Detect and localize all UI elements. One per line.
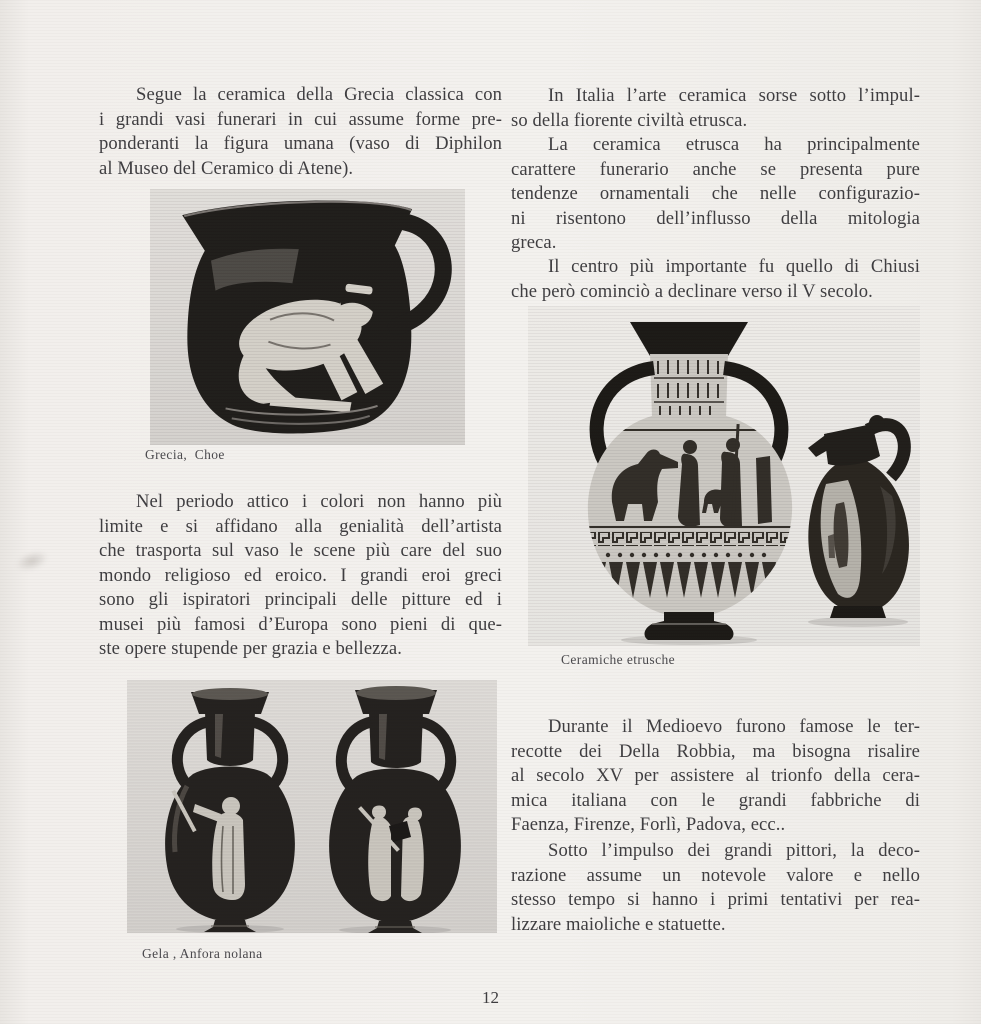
text-line: razione assume un notevole valore e nello — [511, 864, 920, 886]
text-line: Il centro più importante fu quello di Chiusi — [548, 256, 920, 277]
paragraph-grandi-pittori — [511, 839, 920, 937]
text-line: stesso tempo si hanno i primi tentativi per rea- — [511, 889, 920, 910]
text-line: so della fiorente civiltà etrusca. — [511, 109, 748, 131]
choe-photo-art — [150, 189, 465, 445]
nolan-photo-art — [127, 680, 497, 933]
caption-nolan: Gela , Anfora nolana — [142, 946, 263, 961]
text-line: Sotto l’impulso dei grandi pittori, la deco- — [548, 840, 920, 861]
text-line: La ceramica etrusca ha principalmente — [548, 134, 920, 155]
text-line: i grandi vasi funerari in cui assume forme pre- — [99, 108, 502, 130]
text-line: musei più famosi d’Europa sono pieni di que- — [99, 613, 502, 635]
text-line: lizzare maioliche e statuette. — [511, 913, 726, 935]
text-line: greca. — [511, 232, 557, 253]
figure-choe-photo — [150, 189, 465, 445]
caption-choe: Grecia, Choe — [145, 447, 225, 462]
text-line: mondo religioso ed eroico. I grandi eroi greci — [99, 564, 502, 586]
text-line: carattere funerario anche se presenta pure — [511, 158, 920, 180]
text-line: Nel periodo attico i colori non hanno più — [136, 491, 502, 512]
text-line: al secolo XV per assistere al trionfo della cera- — [511, 765, 920, 786]
text-line: che però cominciò a declinare verso il V secolo. — [511, 280, 873, 302]
text-line: che trasporta sul vaso le scene più care del suo — [99, 540, 502, 561]
text-line: Faenza, Firenze, Forlì, Padova, ecc.. — [511, 814, 786, 835]
etruscan-photo-art — [528, 306, 920, 646]
text-line: tendenze ornamentali che nelle configurazio- — [511, 183, 920, 204]
text-line: recotte dei Della Robbia, ma bisogna risalire — [511, 740, 920, 762]
paragraph-italy-etruscan — [511, 84, 920, 133]
text-line: Segue la ceramica della Grecia classica con — [136, 84, 502, 105]
paragraph-medioevo — [511, 715, 920, 838]
paragraph-chiusi — [511, 255, 920, 304]
page-number: 12 — [482, 988, 499, 1007]
text-line: ste opere stupende per grazia e bellezza. — [99, 638, 402, 659]
figure-nolan-amphorae-photo — [127, 680, 497, 933]
text-line: Durante il Medioevo furono famose le ter- — [548, 716, 920, 737]
text-line: sono gli ispiratori principali delle pitture ed i — [99, 589, 502, 610]
text-line: ni risentono dell’influsso della mitologia — [511, 207, 920, 229]
scan-smudge — [5, 541, 59, 581]
text-line: ponderanti la figura umana (vaso di Diphilon — [99, 133, 502, 154]
text-line: In Italia l’arte ceramica sorse sotto l’impul- — [548, 85, 920, 106]
text-line: limite e si affidano alla genialità dell’artista — [99, 515, 502, 537]
caption-etruscan: Ceramiche etrusche — [561, 652, 676, 667]
figure-etruscan-ceramics-photo — [528, 306, 920, 646]
paragraph-etruscan-character — [511, 133, 920, 256]
paragraph-greek-classical — [99, 83, 502, 181]
paragraph-attic-period — [99, 490, 502, 662]
text-line: mica italiana con le grandi fabbriche di — [511, 789, 920, 811]
text-line: al Museo del Ceramico di Atene). — [99, 157, 354, 179]
